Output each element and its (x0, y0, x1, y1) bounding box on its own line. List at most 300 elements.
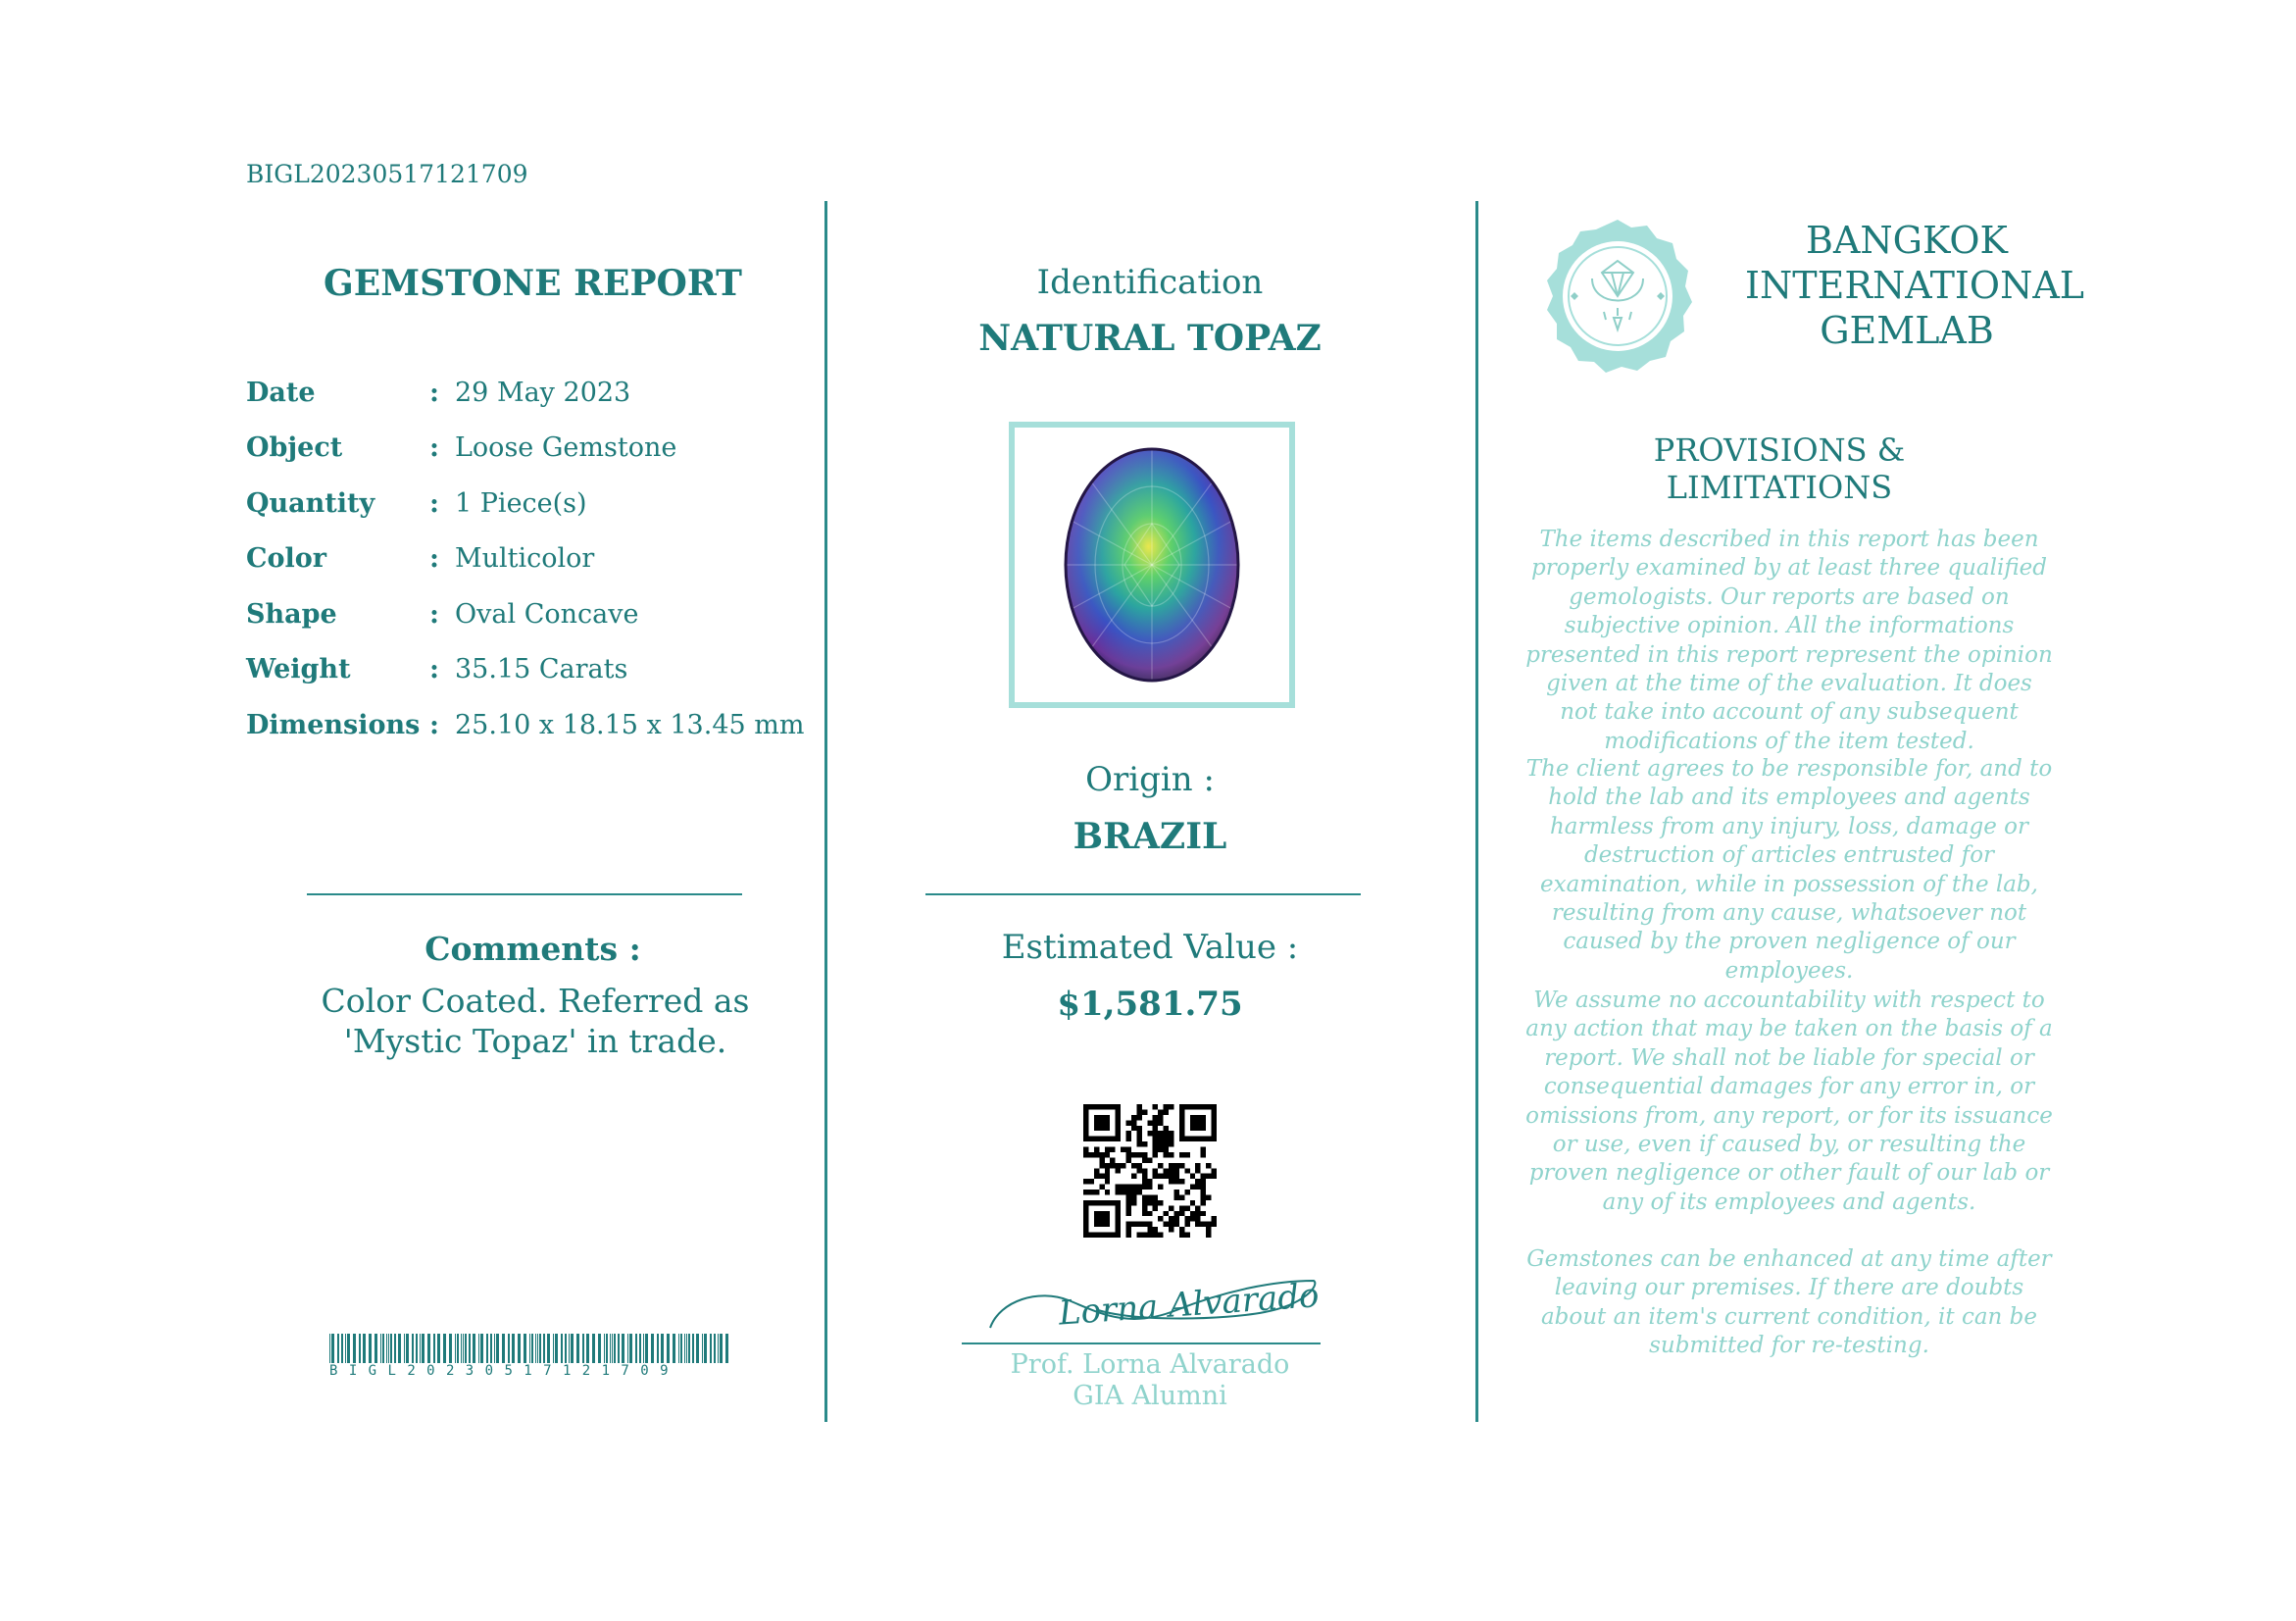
barcode-bar (571, 1334, 574, 1363)
barcode-bar (390, 1334, 392, 1363)
detail-colon: : (429, 599, 439, 630)
qr-module (1131, 1163, 1136, 1168)
qr-finder-pattern (1094, 1115, 1110, 1131)
barcode-bar (686, 1334, 687, 1363)
barcode-bar (359, 1334, 361, 1363)
barcode-bar (537, 1334, 538, 1363)
qr-module (1201, 1200, 1206, 1205)
section-rule (925, 893, 1361, 895)
detail-value: Loose Gemstone (455, 432, 677, 463)
barcode-bar (725, 1334, 728, 1363)
barcode-bar (496, 1334, 499, 1363)
barcode-bar (465, 1334, 467, 1363)
qr-module (1153, 1126, 1158, 1131)
qr-module (1184, 1222, 1189, 1227)
barcode-bar (547, 1334, 550, 1363)
barcode-bar (692, 1334, 694, 1363)
qr-finder-pattern (1190, 1115, 1206, 1131)
barcode-bar (502, 1334, 505, 1363)
qr-module (1126, 1131, 1131, 1136)
barcode-bar (661, 1334, 664, 1363)
qr-code-icon (1083, 1104, 1217, 1238)
origin-value: BRAZIL (1073, 816, 1227, 857)
qr-module (1164, 1168, 1169, 1173)
barcode-bar (635, 1334, 637, 1363)
barcode-bar (416, 1334, 418, 1363)
qr-module (1142, 1200, 1147, 1205)
qr-module (1158, 1131, 1163, 1136)
qr-module (1173, 1211, 1178, 1216)
qr-module (1105, 1190, 1110, 1194)
qr-module (1195, 1185, 1200, 1190)
barcode-bar (673, 1334, 675, 1363)
qr-module (1184, 1152, 1189, 1157)
barcode-bar (386, 1334, 387, 1363)
barcode-bar (524, 1334, 526, 1363)
qr-module (1164, 1147, 1169, 1152)
qr-module (1158, 1115, 1163, 1120)
qr-module (1136, 1233, 1141, 1238)
qr-module (1088, 1152, 1093, 1157)
qr-module (1126, 1233, 1131, 1238)
qr-module (1158, 1147, 1163, 1152)
barcode-bar (657, 1334, 659, 1363)
gem-photo (1015, 428, 1289, 702)
qr-module (1169, 1222, 1173, 1227)
barcode-bar (331, 1334, 334, 1363)
qr-module (1099, 1163, 1104, 1168)
signer-name: Prof. Lorna Alvarado (1010, 1349, 1290, 1380)
qr-module (1190, 1185, 1195, 1190)
provision-paragraph: Gemstones can be enhanced at any time after leaving our premises. If there are doubts about an item's current condition, it can be submitted for re-testing. (1526, 1246, 2052, 1359)
qr-module (1153, 1168, 1158, 1173)
barcode-bar (490, 1334, 492, 1363)
qr-module (1099, 1152, 1104, 1157)
qr-module (1147, 1222, 1152, 1227)
detail-colon: : (429, 654, 439, 684)
qr-module (1147, 1200, 1152, 1205)
qr-module (1190, 1200, 1195, 1205)
qr-module (1153, 1152, 1158, 1157)
barcode-bar (627, 1334, 628, 1363)
qr-module (1131, 1194, 1136, 1199)
column-divider (824, 201, 827, 1422)
qr-module (1136, 1190, 1141, 1194)
detail-label: Date (246, 378, 316, 408)
qr-module (1201, 1222, 1206, 1227)
qr-module (1169, 1205, 1173, 1210)
qr-module (1169, 1141, 1173, 1146)
qr-module (1201, 1185, 1206, 1190)
barcode-bar (569, 1334, 570, 1363)
barcode-bar (427, 1334, 430, 1363)
barcode-bar (704, 1334, 707, 1363)
barcode-bar (622, 1334, 624, 1363)
barcode-bar (433, 1334, 435, 1363)
barcode-bar (469, 1334, 471, 1363)
qr-module (1105, 1168, 1110, 1173)
qr-module (1169, 1168, 1173, 1173)
qr-module (1153, 1131, 1158, 1136)
barcode-bar (678, 1334, 679, 1363)
qr-module (1195, 1179, 1200, 1184)
detail-value: 25.10 x 18.15 x 13.45 mm (455, 710, 805, 740)
qr-module (1179, 1227, 1184, 1232)
qr-module (1126, 1222, 1131, 1227)
qr-module (1212, 1168, 1217, 1173)
qr-module (1126, 1205, 1131, 1210)
column-divider (1475, 201, 1478, 1422)
qr-module (1169, 1179, 1173, 1184)
qr-module (1158, 1174, 1163, 1179)
qr-module (1206, 1163, 1211, 1168)
barcode-bar (486, 1334, 488, 1363)
qr-module (1105, 1174, 1110, 1179)
qr-module (1136, 1152, 1141, 1157)
qr-module (1158, 1233, 1163, 1238)
barcode-bar (629, 1334, 632, 1363)
identification-label: Identification (1036, 263, 1264, 302)
qr-module (1153, 1194, 1158, 1199)
barcode-bar (720, 1334, 723, 1363)
report-number: BIGL20230517121709 (246, 160, 528, 188)
qr-module (1173, 1179, 1178, 1184)
barcode-bar (329, 1334, 330, 1363)
qr-module (1195, 1222, 1200, 1227)
qr-module (1110, 1157, 1115, 1162)
qr-module (1169, 1227, 1173, 1232)
barcode-bar (457, 1334, 459, 1363)
barcode-bar (345, 1334, 346, 1363)
qr-module (1206, 1194, 1211, 1199)
signer-title: GIA Alumni (1073, 1381, 1227, 1411)
qr-module (1190, 1211, 1195, 1216)
detail-colon: : (429, 378, 439, 408)
qr-module (1184, 1216, 1189, 1221)
qr-module (1099, 1157, 1104, 1162)
qr-module (1201, 1179, 1206, 1184)
detail-label: Shape (246, 599, 337, 630)
qr-module (1173, 1190, 1178, 1194)
barcode-bar (422, 1334, 424, 1363)
qr-module (1164, 1126, 1169, 1131)
lab-name (1745, 218, 2085, 353)
qr-module (1131, 1185, 1136, 1190)
barcode-bar (443, 1334, 446, 1363)
qr-module (1212, 1216, 1217, 1221)
barcode-bar (645, 1334, 648, 1363)
origin-label: Origin : (1085, 760, 1215, 799)
barcode-bar (508, 1334, 510, 1363)
qr-module (1126, 1190, 1131, 1194)
detail-label: Quantity (246, 488, 375, 519)
barcode-bar (643, 1334, 644, 1363)
barcode-bar (369, 1334, 372, 1363)
qr-module (1184, 1190, 1189, 1194)
qr-module (1142, 1174, 1147, 1179)
qr-module (1126, 1185, 1131, 1190)
qr-module (1142, 1157, 1147, 1162)
barcode-bar (639, 1334, 641, 1363)
qr-module (1179, 1233, 1184, 1238)
qr-module (1136, 1185, 1141, 1190)
detail-value: 35.15 Carats (455, 654, 628, 684)
qr-module (1212, 1174, 1217, 1179)
detail-label: Object (246, 432, 343, 463)
qr-module (1179, 1194, 1184, 1199)
barcode-bar (494, 1334, 495, 1363)
qr-module (1121, 1185, 1125, 1190)
gem-photo-frame (1009, 422, 1295, 708)
qr-module (1206, 1174, 1211, 1179)
qr-module (1190, 1174, 1195, 1179)
qr-module (1190, 1216, 1195, 1221)
qr-module (1142, 1194, 1147, 1199)
barcode-bar (382, 1334, 384, 1363)
barcode-bar (598, 1334, 601, 1363)
qr-module (1158, 1137, 1163, 1141)
qr-module (1121, 1147, 1125, 1152)
qr-module (1136, 1168, 1141, 1173)
qr-module (1201, 1174, 1206, 1179)
qr-module (1126, 1137, 1131, 1141)
qr-module (1142, 1109, 1147, 1114)
qr-module (1099, 1174, 1104, 1179)
qr-module (1083, 1190, 1088, 1194)
comments-text: Color Coated. Referred as 'Mystic Topaz' in trade. (321, 982, 750, 1060)
qr-module (1206, 1222, 1211, 1227)
barcode-bar (714, 1334, 716, 1363)
qr-module (1147, 1157, 1152, 1162)
qr-module (1173, 1216, 1178, 1221)
qr-module (1136, 1126, 1141, 1131)
qr-module (1212, 1222, 1217, 1227)
qr-module (1142, 1152, 1147, 1157)
barcode-bar (337, 1334, 339, 1363)
qr-module (1179, 1211, 1184, 1216)
barcode-bar (529, 1334, 530, 1363)
barcode-bar (612, 1334, 613, 1363)
barcode-bar (684, 1334, 685, 1363)
qr-module (1169, 1137, 1173, 1141)
qr-module (1116, 1168, 1121, 1173)
qr-module (1136, 1141, 1141, 1146)
barcode-bar (702, 1334, 703, 1363)
qr-module (1201, 1190, 1206, 1194)
qr-module (1131, 1120, 1136, 1125)
qr-module (1094, 1152, 1099, 1157)
qr-module (1142, 1211, 1147, 1216)
qr-module (1147, 1131, 1152, 1136)
qr-module (1153, 1200, 1158, 1205)
barcode-bar (455, 1334, 456, 1363)
qr-module (1201, 1211, 1206, 1216)
qr-module (1116, 1190, 1121, 1194)
qr-finder-pattern (1094, 1211, 1110, 1227)
barcode-bar (420, 1334, 421, 1363)
qr-module (1131, 1174, 1136, 1179)
qr-module (1195, 1163, 1200, 1168)
qr-module (1158, 1141, 1163, 1146)
qr-module (1169, 1104, 1173, 1109)
barcode-bar (555, 1334, 558, 1363)
qr-module (1164, 1141, 1169, 1146)
qr-module (1169, 1131, 1173, 1136)
provisions-title: PROVISIONS & LIMITATIONS (1653, 431, 1906, 506)
qr-module (1153, 1137, 1158, 1141)
detail-colon: : (429, 543, 439, 574)
qr-module (1164, 1211, 1169, 1216)
qr-module (1083, 1147, 1088, 1152)
barcode-bar (437, 1334, 440, 1363)
qr-module (1126, 1152, 1131, 1157)
identification-value: NATURAL TOPAZ (978, 318, 1322, 359)
qr-module (1147, 1179, 1152, 1184)
qr-module (1164, 1109, 1169, 1114)
qr-module (1173, 1222, 1178, 1227)
qr-module (1164, 1152, 1169, 1157)
barcode-bar (582, 1334, 584, 1363)
qr-module (1153, 1174, 1158, 1179)
qr-module (1147, 1194, 1152, 1199)
qr-module (1153, 1115, 1158, 1120)
qr-module (1126, 1194, 1131, 1199)
estimated-value-label: Estimated Value : (1001, 928, 1299, 967)
barcode-bar (667, 1334, 670, 1363)
qr-module (1142, 1168, 1147, 1173)
qr-module (1195, 1168, 1200, 1173)
qr-module (1158, 1200, 1163, 1205)
barcode-bar (480, 1334, 483, 1363)
provision-paragraph: We assume no accountability with respect to any action that may be taken on the basis of a report. We shall not be liable for special or consequential damages for any error in, or omissions from, any report, or for its issuance or use, even if caused by, or resulting the proven negligence or other fault of our lab or any of its employees and agents. (1525, 988, 2053, 1215)
barcode-bar (565, 1334, 567, 1363)
qr-module (1105, 1147, 1110, 1152)
barcode-bar (388, 1334, 389, 1363)
qr-module (1136, 1163, 1141, 1168)
qr-module (1173, 1174, 1178, 1179)
barcode-bar (680, 1334, 682, 1363)
qr-module (1121, 1190, 1125, 1194)
qr-module (1179, 1163, 1184, 1168)
qr-module (1173, 1194, 1178, 1199)
qr-module (1126, 1157, 1131, 1162)
barcode-bar (518, 1334, 521, 1363)
qr-module (1142, 1222, 1147, 1227)
barcode-bar (696, 1334, 699, 1363)
barcode-bar (531, 1334, 533, 1363)
qr-module (1147, 1211, 1152, 1216)
section-rule (307, 893, 742, 895)
qr-module (1094, 1190, 1099, 1194)
barcode-bar (535, 1334, 536, 1363)
barcode-bar (543, 1334, 545, 1363)
qr-module (1136, 1131, 1141, 1136)
qr-module (1169, 1152, 1173, 1157)
qr-module (1153, 1141, 1158, 1146)
qr-module (1126, 1211, 1131, 1216)
qr-module (1164, 1131, 1169, 1136)
barcode-bar (539, 1334, 541, 1363)
barcode-bar (406, 1334, 409, 1363)
detail-colon: : (429, 432, 439, 463)
lab-name-line: BANGKOK (1806, 219, 2008, 262)
qr-module (1116, 1185, 1121, 1190)
qr-module (1131, 1126, 1136, 1131)
qr-module (1131, 1152, 1136, 1157)
qr-module (1184, 1205, 1189, 1210)
barcode-bar (374, 1334, 377, 1363)
detail-value: 1 Piece(s) (455, 488, 587, 519)
qr-module (1136, 1115, 1141, 1120)
barcode-bar (463, 1334, 464, 1363)
barcode-bar (363, 1334, 366, 1363)
signature-line (962, 1342, 1321, 1344)
report-title: GEMSTONE REPORT (324, 263, 742, 304)
qr-module (1179, 1205, 1184, 1210)
qr-module (1206, 1233, 1211, 1238)
barcode-bar (478, 1334, 479, 1363)
estimated-value-amount: $1,581.75 (1057, 985, 1243, 1024)
qr-module (1088, 1190, 1093, 1194)
barcode-bar (398, 1334, 401, 1363)
barcode-bar (618, 1334, 620, 1363)
qr-module (1110, 1163, 1115, 1168)
qr-module (1126, 1200, 1131, 1205)
qr-module (1083, 1179, 1088, 1184)
qr-module (1116, 1163, 1121, 1168)
barcode-bar (404, 1334, 405, 1363)
qr-module (1099, 1185, 1104, 1190)
qr-module (1110, 1147, 1115, 1152)
qr-module (1164, 1174, 1169, 1179)
qr-module (1158, 1120, 1163, 1125)
qr-module (1131, 1190, 1136, 1194)
qr-module (1083, 1152, 1088, 1157)
qr-module (1094, 1147, 1099, 1152)
qr-module (1147, 1227, 1152, 1232)
barcode-bar (561, 1334, 563, 1363)
qr-module (1126, 1147, 1131, 1152)
qr-module (1094, 1174, 1099, 1179)
qr-module (1136, 1104, 1141, 1109)
qr-module (1094, 1168, 1099, 1173)
qr-module (1153, 1205, 1158, 1210)
qr-module (1142, 1233, 1147, 1238)
qr-module (1201, 1152, 1206, 1157)
qr-module (1131, 1222, 1136, 1227)
barcode-bar (718, 1334, 719, 1363)
qr-module (1169, 1163, 1173, 1168)
qr-module (1158, 1185, 1163, 1190)
barcode-bar (512, 1334, 515, 1363)
qr-module (1184, 1168, 1189, 1173)
provision-paragraph: The items described in this report has been properly examined by at least three qualified gemologists. Our reports are based on subjective opinion. All the informations presented in this report represent the opinion given at the time of the evaluation. It does not take into account of any subsequent modifications of the item tested. (1525, 527, 2053, 754)
barcode-bar (651, 1334, 654, 1363)
qr-module (1169, 1174, 1173, 1179)
qr-module (1142, 1179, 1147, 1184)
qr-module (1158, 1216, 1163, 1221)
barcode-bar (341, 1334, 343, 1363)
barcode-bar (610, 1334, 611, 1363)
qr-module (1136, 1222, 1141, 1227)
qr-module (1105, 1152, 1110, 1157)
qr-module (1147, 1120, 1152, 1125)
qr-module (1147, 1233, 1152, 1238)
qr-module (1121, 1163, 1125, 1168)
qr-module (1201, 1147, 1206, 1152)
barcode-bar (606, 1334, 608, 1363)
qr-module (1206, 1227, 1211, 1232)
